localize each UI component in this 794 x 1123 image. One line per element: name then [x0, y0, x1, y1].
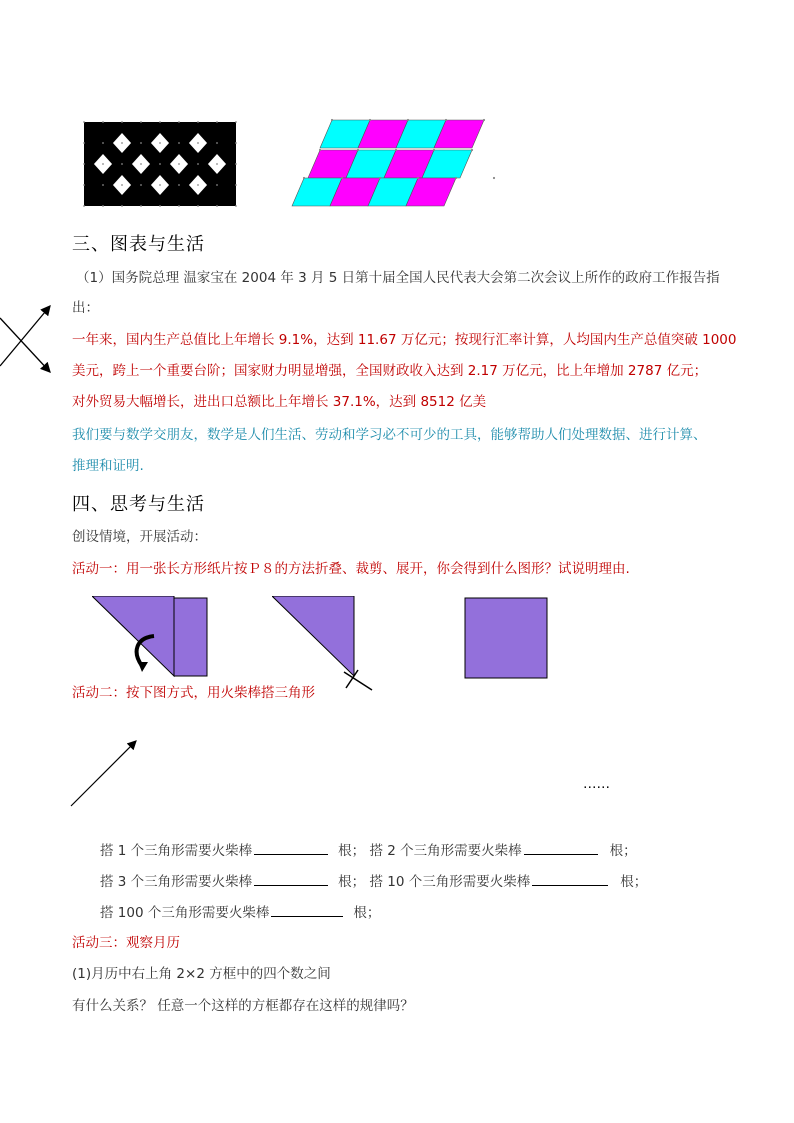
s3-intro-line2: 出：	[72, 300, 99, 316]
grid-dot	[159, 121, 161, 123]
grid-dot	[140, 142, 142, 144]
grid-dot	[83, 121, 85, 123]
grid-dot	[121, 184, 123, 186]
calendar-question-line2: 有什么关系？ 任意一个这样的方框都存在这样的规律吗？	[72, 998, 414, 1014]
answer-blank-1[interactable]	[254, 840, 328, 855]
grid-dot	[197, 184, 199, 186]
matchstick-question-row1	[100, 840, 637, 861]
grid-dot	[493, 177, 495, 179]
grid-dot	[235, 121, 237, 123]
grid-dot	[121, 121, 123, 123]
q2-part-c: 根；	[620, 874, 648, 890]
grid-dot	[417, 177, 419, 179]
grid-dot	[357, 149, 359, 151]
grid-dot	[483, 119, 485, 121]
q3-part-b: 根；	[353, 905, 381, 921]
answer-blank-3[interactable]	[254, 871, 328, 886]
grid-dot	[102, 142, 104, 144]
q1-part-a: 搭 1 个三角形需要火柴棒	[100, 843, 253, 859]
grid-dot	[445, 119, 447, 121]
grid-dot	[235, 205, 237, 207]
grid-dot	[121, 163, 123, 165]
grid-dot	[178, 205, 180, 207]
grid-dot	[379, 177, 381, 179]
s4-intro: 创设情境，开展活动：	[72, 529, 207, 545]
grid-dot	[102, 163, 104, 165]
q1-part-b: 根； 搭 2 个三角形需要火柴棒	[338, 843, 522, 859]
grid-dot	[331, 119, 333, 121]
grid-dot	[140, 205, 142, 207]
grid-dot	[178, 142, 180, 144]
grid-dot	[216, 121, 218, 123]
activity-two-text: 活动二：按下图方式，用火柴棒搭三角形	[72, 685, 315, 701]
grid-dot	[369, 119, 371, 121]
grid-dot	[159, 205, 161, 207]
grid-dot	[83, 142, 85, 144]
section-three-title: 三、图表与生活	[72, 234, 205, 255]
answer-blank-4[interactable]	[532, 871, 608, 886]
matchstick-arrow	[68, 736, 142, 808]
grid-dot	[159, 142, 161, 144]
s3-intro-line1: （1）国务院总理 温家宝在 2004 年 3 月 5 日第十届全国人民代表大会第二次会议上所作的政府工作报告指	[76, 270, 720, 286]
grid-dot	[395, 149, 397, 151]
grid-dot	[178, 163, 180, 165]
q1-part-c: 根；	[609, 843, 637, 859]
grid-dot	[159, 184, 161, 186]
grid-dot	[159, 163, 161, 165]
grid-dot	[235, 163, 237, 165]
grid-dot	[140, 163, 142, 165]
activity-one-text: 活动一：用一张长方形纸片按Ｐ８的方法折叠、裁剪、展开，你会得到什么图形？试说明理由.	[72, 561, 630, 577]
grid-dot	[197, 205, 199, 207]
grid-dot	[102, 184, 104, 186]
s3-red-line3: 对外贸易大幅增长，进出口总额比上年增长 37.1%，达到 8512 亿美	[72, 394, 487, 410]
grid-dot	[319, 149, 321, 151]
calendar-question-line1: (1)月历中右上角 2×2 方框中的四个数之间	[72, 966, 331, 982]
answer-blank-2[interactable]	[524, 840, 598, 855]
folding-figure-1	[92, 596, 210, 678]
grid-dot	[197, 163, 199, 165]
grid-dot	[83, 184, 85, 186]
s3-teal-line1: 我们要与数学交朋友，数学是人们生活、劳动和学习必不可少的工具，能够帮助人们处理数据、进行计算、	[72, 427, 707, 443]
grid-dot	[178, 121, 180, 123]
folding-figure-2	[272, 596, 382, 696]
grid-dot	[341, 177, 343, 179]
q2-part-b: 根； 搭 10 个三角形需要火柴棒	[338, 874, 531, 890]
q3-part-a: 搭 100 个三角形需要火柴棒	[100, 905, 270, 921]
section-four-title: 四、思考与生活	[72, 494, 205, 515]
unfolded-square-figure	[464, 596, 550, 682]
matchstick-question-row3	[100, 902, 380, 923]
grid-dot	[121, 142, 123, 144]
grid-dot	[216, 205, 218, 207]
activity-three-text: 活动三：观察月历	[72, 935, 180, 951]
grid-dot	[216, 184, 218, 186]
grid-dot	[102, 205, 104, 207]
grid-dot	[102, 121, 104, 123]
answer-blank-5[interactable]	[271, 902, 343, 917]
s3-teal-line2: 推理和证明.	[72, 458, 144, 474]
grid-dot	[235, 142, 237, 144]
grid-dot	[407, 119, 409, 121]
crossed-arrows-icon	[0, 300, 56, 380]
grid-dot	[471, 149, 473, 151]
grid-dot	[433, 149, 435, 151]
grid-dot	[455, 177, 457, 179]
grid-dot	[303, 177, 305, 179]
diamond-tessellation-figure	[72, 112, 254, 212]
grid-dot	[235, 184, 237, 186]
grid-dot	[178, 184, 180, 186]
parallelogram-tessellation-figure	[274, 112, 500, 212]
grid-dot	[216, 163, 218, 165]
grid-dot	[140, 121, 142, 123]
s3-red-line1: 一年来，国内生产总值比上年增长 9.1%，达到 11.67 万亿元；按现行汇率计算，人均国内生产总值突破 1000	[72, 332, 737, 348]
grid-dot	[83, 205, 85, 207]
grid-dot	[83, 163, 85, 165]
grid-dot	[216, 142, 218, 144]
grid-dot	[197, 121, 199, 123]
grid-dot	[121, 205, 123, 207]
grid-dot	[140, 184, 142, 186]
matchstick-question-row2	[100, 871, 647, 892]
s3-red-line2: 美元，跨上一个重要台阶；国家财力明显增强，全国财政收入达到 2.17 万亿元，比上年增加 2787 亿元；	[72, 363, 708, 379]
q2-part-a: 搭 3 个三角形需要火柴棒	[100, 874, 253, 890]
ellipsis-text: ……	[583, 776, 610, 792]
grid-dot	[197, 142, 199, 144]
